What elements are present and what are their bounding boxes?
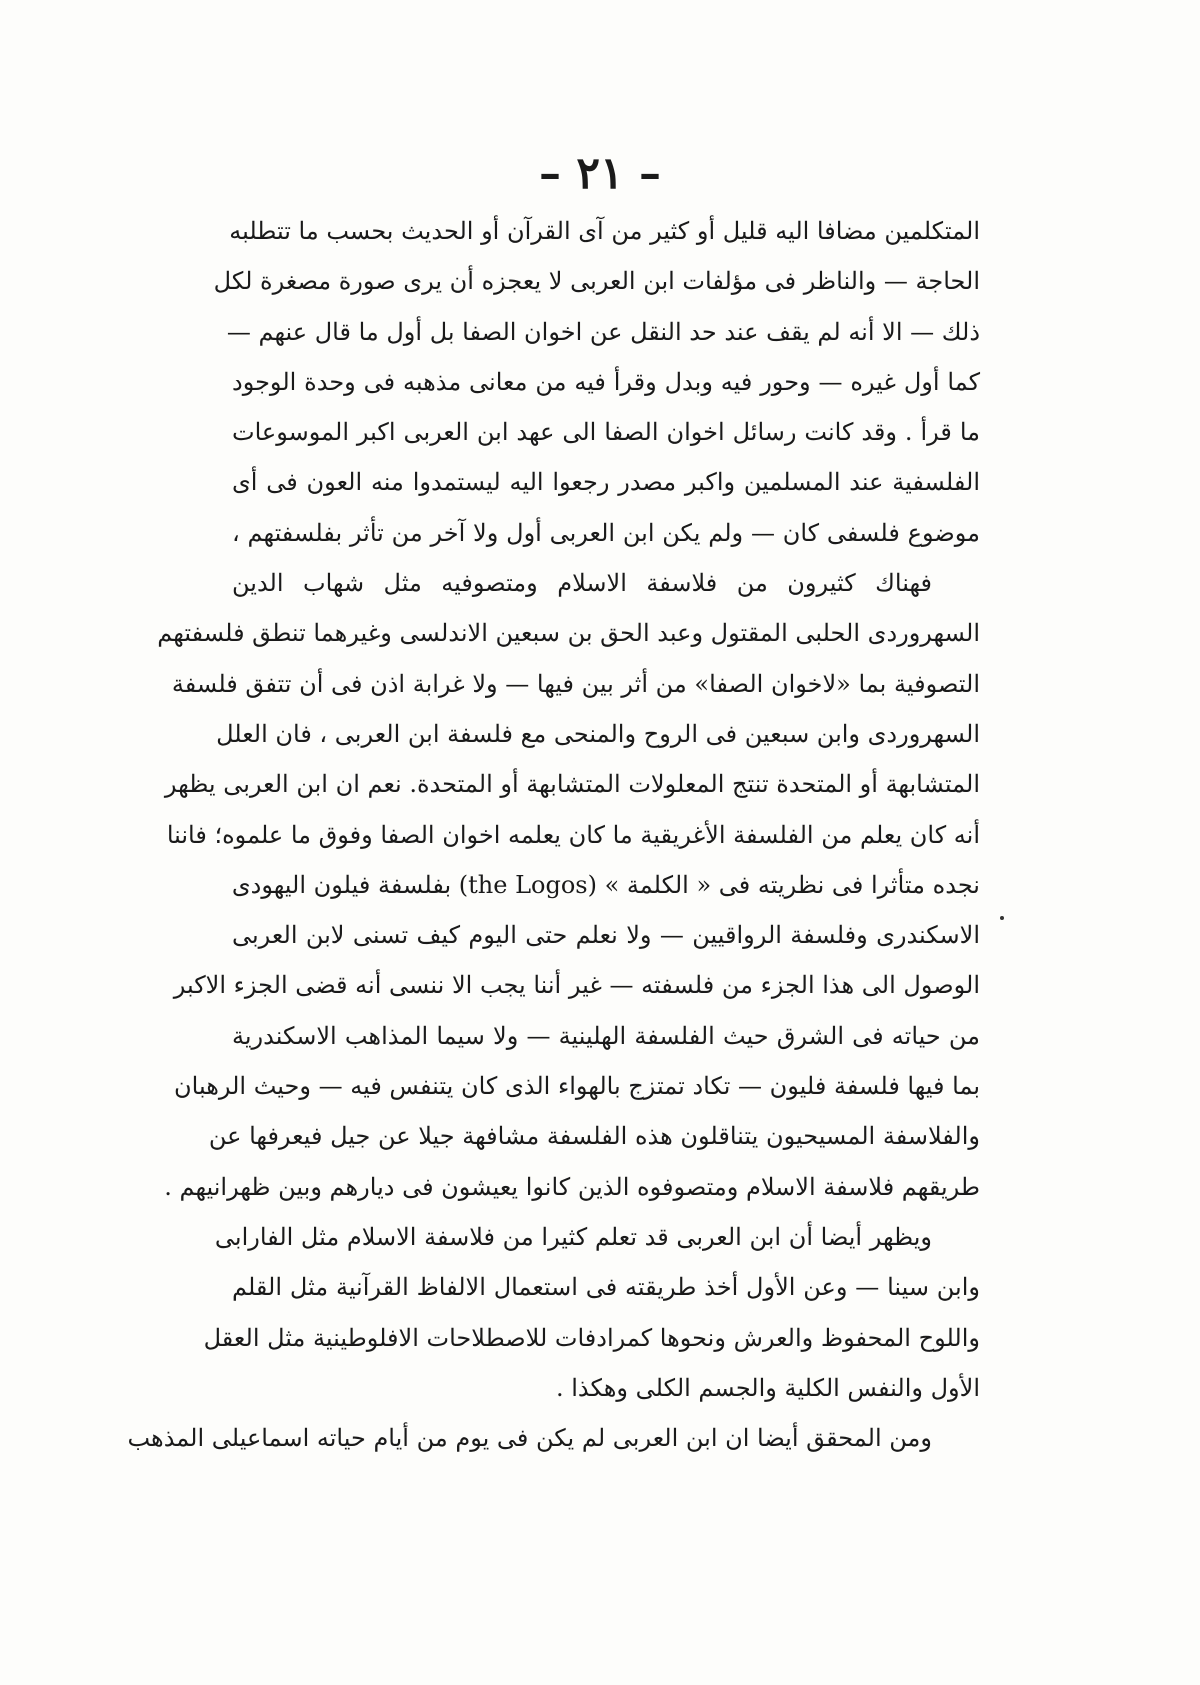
paragraph-start-line: فهناك كثيرون من فلاسفة الاسلام ومتصوفيه مثل شهاب الدين [232, 569, 932, 598]
text-line: كما أول غيره — وحور فيه وبدل وقرأ فيه من معانى مذهبه فى وحدة الوجود [232, 367, 980, 396]
text-line: التصوفية بما «لاخوان الصفا» من أثر بين فيها — ولا غرابة اذن فى أن تتفق فلسفة [171, 669, 980, 698]
text-line: والفلاسفة المسيحيون يتناقلون هذه الفلسفة مشافهة جيلا عن جيل فيعرفها عن [208, 1122, 980, 1151]
text-line: السهروردى الحلبى المقتول وعبد الحق بن سبعين الاندلسى وغيرهما تنطق فلسفتهم [157, 619, 980, 648]
text-line: موضوع فلسفى كان — ولم يكن ابن العربى أول ولا آخر من تأثر بفلسفتهم ، [232, 518, 980, 547]
text-line: ما قرأ . وقد كانت رسائل اخوان الصفا الى عهد ابن العربى اكبر الموسوعات [232, 418, 980, 447]
paragraph-end-line: الأول والنفس الكلية والجسم الكلى وهكذا . [555, 1373, 980, 1402]
text-line: أنه كان يعلم من الفلسفة الأغريقية ما كان يعلمه اخوان الصفا وفوق ما علموه؛ فاننا [166, 820, 980, 849]
text-line: الحاجة — والناظر فى مؤلفات ابن العربى لا يعجزه أن يرى صورة مصغرة لكل [213, 267, 980, 296]
text-line: واللوح المحفوظ والعرش ونحوها كمرادفات للاصطلاحات الافلوطينية مثل العقل [203, 1323, 980, 1352]
text-line: نجده متأثرا فى نظريته فى « الكلمة » (the Logos) بفلسفة فيلون اليهودى [231, 870, 980, 899]
text-line: السهروردى وابن سبعين فى الروح والمنحى مع فلسفة ابن العربى ، فان العلل [216, 719, 980, 748]
text-line: المتشابهة أو المتحدة تنتج المعلولات المتشابهة أو المتحدة. نعم ان ابن العربى يظهر [164, 770, 980, 799]
text-line: الاسكندرى وفلسفة الرواقيين — ولا نعلم حتى اليوم كيف تسنى لابن العربى [232, 921, 980, 950]
margin-dot-mark [1000, 916, 1004, 920]
text-line: من حياته فى الشرق حيث الفلسفة الهلينية — ولا سيما المذاهب الاسكندرية [232, 1021, 980, 1050]
text-line: الفلسفية عند المسلمين واكبر مصدر رجعوا اليه ليستمدوا منه العون فى أى [232, 468, 981, 497]
paragraph-start-line: ويظهر أيضا أن ابن العربى قد تعلم كثيرا من فلاسفة الاسلام مثل الفارابى [214, 1222, 932, 1251]
text-line: بما فيها فلسفة فليون — تكاد تمتزج بالهواء الذى كان يتنفس فيه — وحيث الرهبان [174, 1072, 980, 1101]
text-line: المتكلمين مضافا اليه قليل أو كثير من آى القرآن أو الحديث بحسب ما تتطلبه [229, 217, 980, 245]
text-line: الوصول الى هذا الجزء من فلسفته — غير أننا يجب الا ننسى أنه قضى الجزء الاكبر [173, 971, 980, 1000]
paragraph-start-line: ومن المحقق أيضا ان ابن العربى لم يكن فى يوم من أيام حياته اسماعيلى المذهب [127, 1424, 932, 1453]
body-text [127, 206, 981, 1463]
text-line: ذلك — الا أنه لم يقف عند حد النقل عن اخوان الصفا بل أول ما قال عنهم — [226, 317, 980, 346]
page-number: – ٢١ – [539, 148, 661, 199]
text-line: طريقهم فلاسفة الاسلام ومتصوفوه الذين كانوا يعيشون فى ديارهم وبين ظهرانيهم . [164, 1172, 980, 1201]
text-line: وابن سينا — وعن الأول أخذ طريقته فى استعمال الالفاظ القرآنية مثل القلم [232, 1273, 980, 1302]
